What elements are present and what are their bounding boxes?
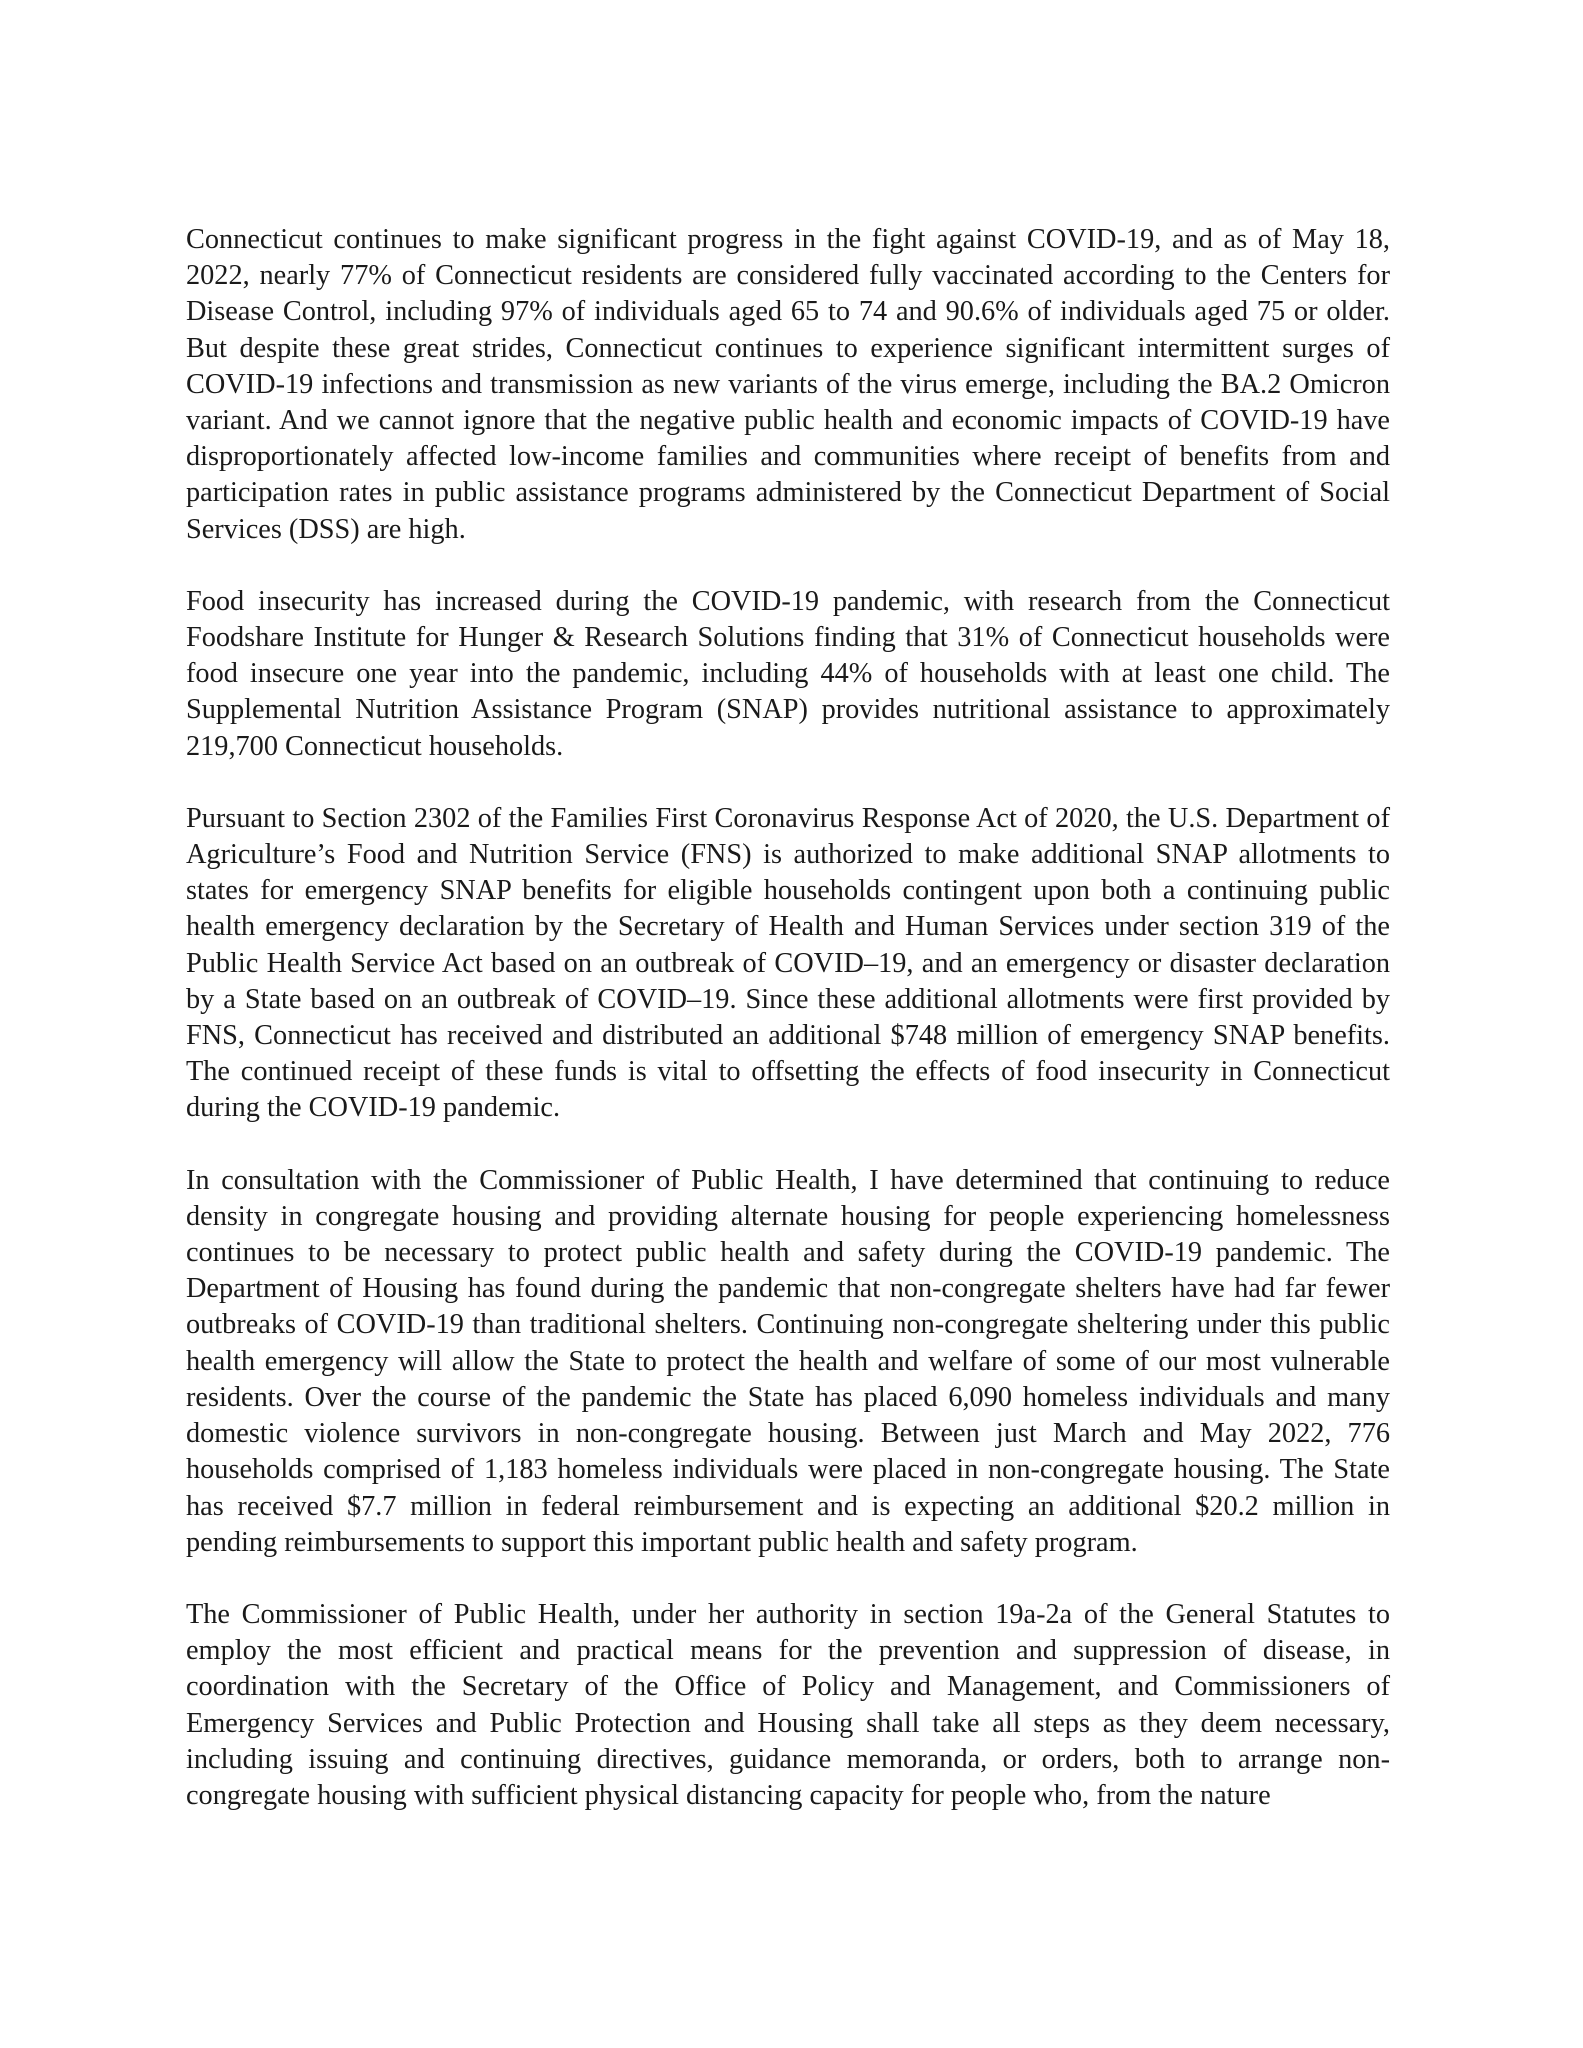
paragraph-commissioner-authority: The Commissioner of Public Health, under her authority in section 19a-2a of the General Statutes to employ the most efficient and practical means for the prevention and suppression of disease, in coordination with the Secretary of the Office of Policy and Management, and Commissioners of Emergency Services and Public Protection and Housing shall take all steps as they deem necessary, including issuing and continuing directives, guidance memoranda, or orders, both to arrange non-congregate housing with sufficient physical distancing capacity for people who, from the nature xyxy=(186,1598,1390,1811)
paragraph-vaccination-progress: Connecticut continues to make significant progress in the fight against COVID-19, and as of May 18, 2022, nearly 77% of Connecticut residents are considered fully vaccinated according to the Centers for Disease Control, including 97% of individuals aged 65 to 74 and 90.6% of individuals aged 75 or older. But despite these great strides, Connecticut continues to experience significant intermittent surges of COVID-19 infections and transmission as new variants of the virus emerge, including the BA.2 Omicron variant. And we cannot ignore that the negative public health and economic impacts of COVID-19 have disproportionately affected low-income families and communities where receipt of benefits from and participation rates in public assistance programs administered by the Connecticut Department of Social Services (DSS) are high. xyxy=(186,224,1390,545)
document-body xyxy=(186,222,1390,1814)
paragraph-snap-allotments: Pursuant to Section 2302 of the Families First Coronavirus Response Act of 2020, the U.S. Department of Agriculture’s Food and Nutrition Service (FNS) is authorized to make additional SNAP allotments to states for emergency SNAP benefits for eligible households contingent upon both a continuing public health emergency declaration by the Secretary of Health and Human Services under section 319 of the Public Health Service Act based on an outbreak of COVID–19, and an emergency or disaster declaration by a State based on an outbreak of COVID–19. Since these additional allotments were first provided by FNS, Connecticut has received and distributed an additional $748 million of emergency SNAP benefits. The continued receipt of these funds is vital to offsetting the effects of food insecurity in Connecticut during the COVID-19 pandemic. xyxy=(186,802,1390,1124)
paragraph-food-insecurity: Food insecurity has increased during the COVID-19 pandemic, with research from the Connecticut Foodshare Institute for Hunger & Research Solutions finding that 31% of Connecticut households were food insecure one year into the pandemic, including 44% of households with at least one child. The Supplemental Nutrition Assistance Program (SNAP) provides nutritional assistance to approximately 219,700 Connecticut households. xyxy=(186,585,1390,762)
paragraph-non-congregate-housing: In consultation with the Commissioner of Public Health, I have determined that continuing to reduce density in congregate housing and providing alternate housing for people experiencing homelessness continues to be necessary to protect public health and safety during the COVID-19 pandemic. The Department of Housing has found during the pandemic that non-congregate shelters have had far fewer outbreaks of COVID-19 than traditional shelters. Continuing non-congregate sheltering under this public health emergency will allow the State to protect the health and welfare of some of our most vulnerable residents. Over the course of the pandemic the State has placed 6,090 homeless individuals and many domestic violence survivors in non-congregate housing. Between just March and May 2022, 776 households comprised of 1,183 homeless individuals were placed in non-congregate housing. The State has received $7.7 million in federal reimbursement and is expecting an additional $20.2 million in pending reimbursements to support this important public health and safety program. xyxy=(186,1164,1390,1558)
